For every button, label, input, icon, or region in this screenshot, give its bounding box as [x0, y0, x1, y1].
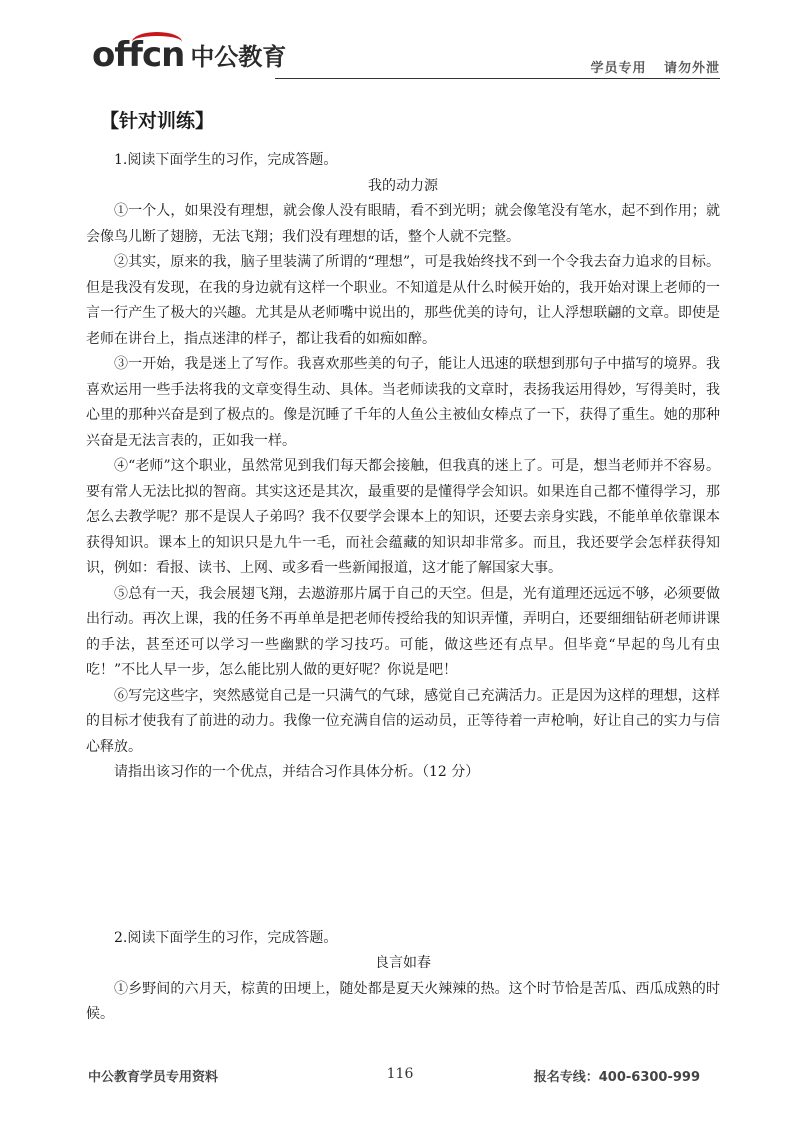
- logo-cn-text: 中公教育: [190, 43, 287, 71]
- q1-intro: 1.阅读下面学生的习作，完成答题。: [114, 152, 338, 168]
- q1-essay-title: 我的动力源: [368, 177, 438, 194]
- q2-intro: 2.阅读下面学生的习作，完成答题。: [114, 929, 338, 946]
- logo-text: offcn: [92, 35, 185, 75]
- answer-space: [86, 786, 720, 926]
- q1-paragraph-3: ③一开始，我是迷上了写作。我喜欢那些美的句子，能让人迅速的联想到那句子中描写的境界。我喜欢运用一些手法将我的文章变得生动、具体。当老师读我的文章时，表扬我运用得妙，写得美时，我心里的那种兴奋是到了极点的。像是沉睡了千年的人鱼公主被仙女棒点了一下，获得了重生。她的那种兴奋是无法言表的，正如我一样。: [86, 356, 720, 449]
- page-number: 116: [386, 1066, 414, 1082]
- q1-paragraph-4: ④“老师”这个职业，虽然常见到我们每天都会接触，但我真的迷上了。可是，想当老师并不容易。要有常人无法比拟的智商。其实这还是其次，最重要的是懂得学会知识。如果连自己都不懂得学习，那怎么去教学呢？那不是误人子弟吗？我不仅要学会课本上的知识，还要去亲身实践，不能单单依靠课本获得知识。课本上的知识只是九牛一毛，而社会蕴藏的知识却非常多。而且，我还要学会怎样获得知识，例如：看报、读书、上网、或多看一些新闻报道，这才能了解国家大事。: [86, 458, 720, 576]
- footer-left: 中公教育学员专用资料: [88, 1070, 219, 1085]
- page-header: [0, 0, 800, 100]
- header-divider: [275, 78, 720, 79]
- footer-hotline: 报名专线：400-6300-999: [533, 1070, 700, 1085]
- q1-paragraph-2: ②其实，原来的我，脑子里装满了所谓的“理想”，可是我始终找不到一个令我去奋力追求的目标。但是我没有发现，在我的身边就有这样一个职业。不知道是从什么时候开始的，我开始对课上老师的一言一行产生了极大的兴趣。尤其是从老师嘴中说出的，那些优美的诗句，让人浮想联翩的文章。即使是老师在讲台上，指点迷津的样子，都让我看的如痴如醉。: [86, 254, 720, 347]
- page-footer: [0, 1066, 800, 1096]
- logo-arc-icon: [132, 32, 182, 52]
- page-content: [86, 104, 720, 1028]
- offcn-logo: [92, 35, 287, 75]
- q2-paragraph-1: ①乡野间的六月天，棕黄的田埂上，随处都是夏天火辣辣的热。这个时节恰是苦瓜、西瓜成熟的时候。: [86, 980, 720, 1022]
- q2-essay-title: 良言如春: [375, 955, 431, 971]
- q1-paragraph-5: ⑤总有一天，我会展翅飞翔，去遨游那片属于自己的天空。但是，光有道理还远远不够，必须要做出行动。再次上课，我的任务不再单单是把老师传授给我的知识弄懂，弄明白，还要细细钻研老师讲课的手法，甚至还可以学习一些幽默的学习技巧。可能，做这些还有点早。但毕竟“早起的鸟儿有虫吃！”不比人早一步，怎么能比别人做的更好呢？你说是吧！: [86, 585, 720, 678]
- logo-mark: [92, 35, 185, 75]
- header-tag: [578, 57, 720, 76]
- q1-paragraph-1: ①一个人，如果没有理想，就会像人没有眼睛，看不到光明；就会像笔没有笔水，起不到作用；就会像鸟儿断了翅膀，无法飞翔；我们没有理想的话，整个人就不完整。: [86, 203, 720, 245]
- q1-prompt: 请指出该习作的一个优点，并结合习作具体分析。（12 分）: [114, 764, 480, 780]
- header-tag-1: 学员专用: [590, 61, 647, 76]
- header-tag-2: 请勿外泄: [663, 61, 720, 76]
- section-title: 【针对训练】: [100, 110, 215, 132]
- q1-paragraph-6: ⑥写完这些字，突然感觉自己是一只满气的气球，感觉自己充满活力。正是因为这样的理想，这样的目标才使我有了前进的动力。我像一位充满自信的运动员，正等待着一声枪响，好让自己的实力与信心释放。: [86, 687, 720, 755]
